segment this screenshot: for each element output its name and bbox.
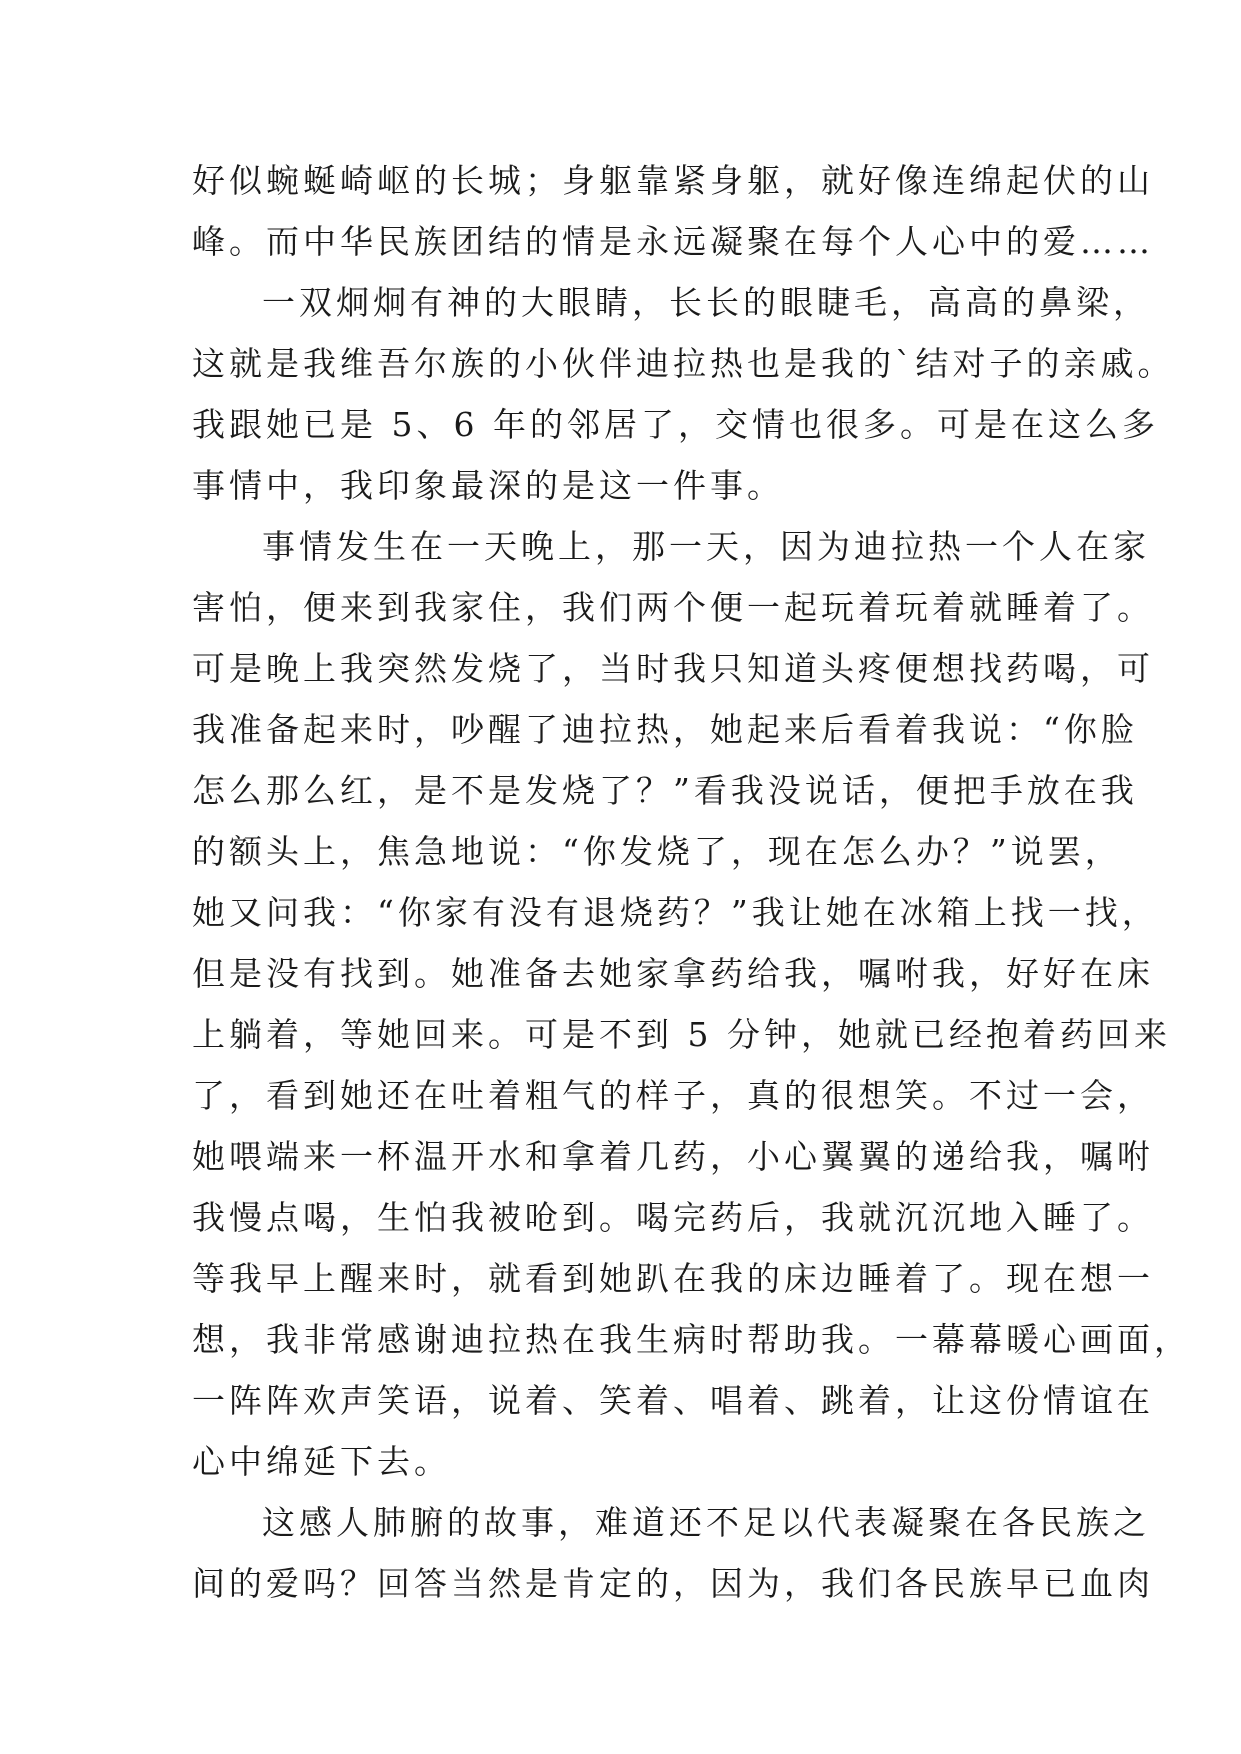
text-line: 上躺着，等她回来。可是不到 5 分钟，她就已经抱着药回来	[192, 1015, 1171, 1054]
text-line: 好似蜿蜒崎岖的长城；身躯靠紧身躯，就好像连绵起伏的山	[192, 161, 1154, 200]
text-line: 事情中，我印象最深的是这一件事。	[192, 466, 784, 505]
text-line: 心中绵延下去。	[192, 1442, 451, 1481]
paragraph-start-line: 事情发生在一天晚上，那一天，因为迪拉热一个人在家	[262, 527, 1150, 566]
text-line: 但是没有找到。她准备去她家拿药给我，嘱咐我，好好在床	[192, 954, 1154, 993]
text-line: 间的爱吗？回答当然是肯定的，因为，我们各民族早已血肉	[192, 1564, 1154, 1603]
text-line: 可是晚上我突然发烧了，当时我只知道头疼便想找药喝，可	[192, 649, 1154, 688]
text-line: 一阵阵欢声笑语，说着、笑着、唱着、跳着，让这份情谊在	[192, 1381, 1154, 1420]
text-line: 峰。而中华民族团结的情是永远凝聚在每个人心中的爱……	[192, 222, 1154, 261]
text-line: 等我早上醒来时，就看到她趴在我的床边睡着了。现在想一	[192, 1259, 1154, 1298]
text-line: 的额头上，焦急地说：“你发烧了，现在怎么办？”说罢，	[192, 832, 1122, 871]
text-line: 我准备起来时，吵醒了迪拉热，她起来后看着我说：“你脸	[192, 710, 1138, 749]
text-line: 我跟她已是 5、6 年的邻居了，交情也很多。可是在这么多	[192, 405, 1159, 444]
text-line: 她又问我：“你家有没有退烧药？”我让她在冰箱上找一找，	[192, 893, 1159, 932]
paragraph-start-line: 一双炯炯有神的大眼睛，长长的眼睫毛，高高的鼻梁，	[262, 283, 1150, 322]
paragraph-start-line: 这感人肺腑的故事，难道还不足以代表凝聚在各民族之	[262, 1503, 1150, 1542]
text-line: 了，看到她还在吐着粗气的样子，真的很想笑。不过一会，	[192, 1076, 1154, 1115]
text-line: 这就是我维吾尔族的小伙伴迪拉热也是我的`结对子的亲戚。	[192, 344, 1175, 383]
text-line: 怎么那么红，是不是发烧了？”看我没说话，便把手放在我	[192, 771, 1138, 810]
text-line: 我慢点喝，生怕我被呛到。喝完药后，我就沉沉地入睡了。	[192, 1198, 1154, 1237]
text-line: 想，我非常感谢迪拉热在我生病时帮助我。一幕幕暖心画面，	[192, 1320, 1191, 1359]
text-line: 她喂端来一杯温开水和拿着几药，小心翼翼的递给我，嘱咐	[192, 1137, 1154, 1176]
essay-body	[192, 150, 1191, 1614]
text-line: 害怕，便来到我家住，我们两个便一起玩着玩着就睡着了。	[192, 588, 1154, 627]
